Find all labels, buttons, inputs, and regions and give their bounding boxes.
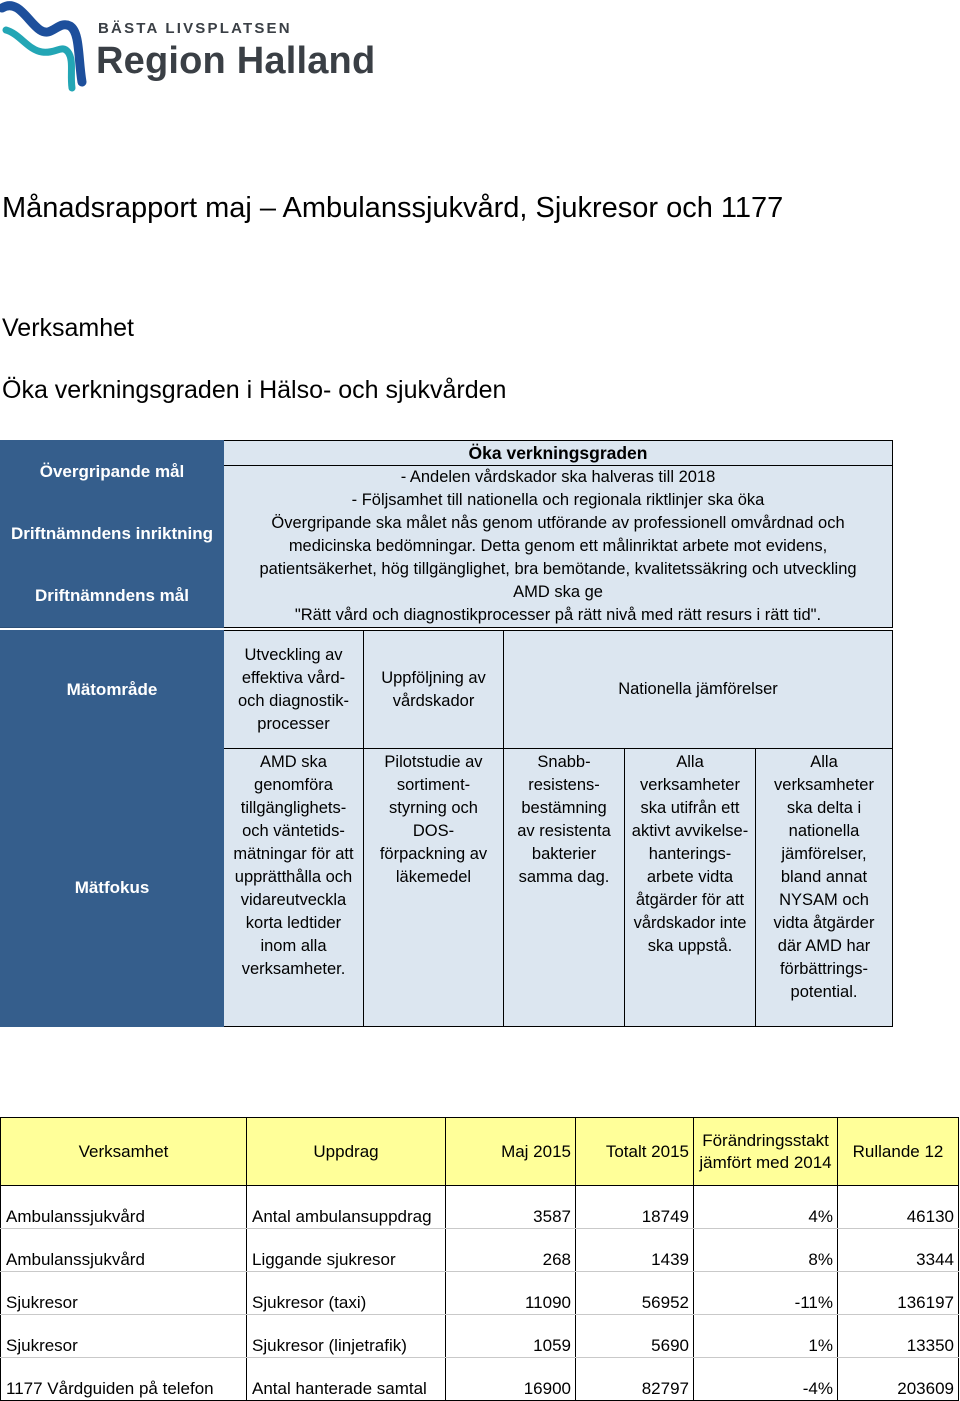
goal-line: - Följsamhet till nationella och regionala riktlinjer ska öka	[351, 491, 765, 509]
table-row	[1, 1186, 959, 1229]
text-line: Uppföljning av	[381, 668, 486, 687]
table-row	[1, 1272, 959, 1315]
table-cell: Antal ambulansuppdrag	[247, 1186, 446, 1229]
label-board-goal: Driftnämndens mål	[35, 586, 189, 605]
text-line: verksamheter	[640, 776, 740, 794]
table-cell: 5690	[576, 1315, 694, 1358]
text-line: DOS-	[412, 822, 455, 840]
table-cell: Liggande sjukresor	[247, 1229, 446, 1272]
table-cell: 136197	[838, 1272, 959, 1315]
text-line: åtgärder för att	[635, 891, 745, 909]
goal-labels	[1, 441, 224, 628]
text-line: Alla	[810, 753, 838, 771]
table-cell: -4%	[694, 1358, 838, 1401]
table-row	[1, 1315, 959, 1358]
text-line: förpackning av	[379, 845, 488, 863]
text-line: läkemedel	[395, 868, 472, 886]
table-cell: 82797	[576, 1358, 694, 1401]
text-line: mätningar för att	[233, 845, 354, 863]
table-row	[1, 1358, 959, 1401]
table-cell: Sjukresor (linjetrafik)	[247, 1315, 446, 1358]
measure-area-cell	[504, 631, 893, 749]
column-header: Förändringsstakt jämfört med 2014	[694, 1118, 838, 1186]
report-title: Månadsrapport maj – Ambulanssjukvård, Sjukresor och 1177	[2, 192, 784, 224]
goal-line: patientsäkerhet, hög tillgänglighet, bra bemötande, kvalitetssäkring och utveckling	[259, 560, 857, 578]
text-line: arbete vidta	[646, 868, 734, 886]
text-line: inom alla	[260, 937, 327, 955]
text-line: förbättrings-	[779, 960, 869, 978]
text-line: samma dag.	[518, 868, 610, 886]
section-title: Verksamhet	[2, 314, 135, 342]
text-line: aktivt avvikelse-	[631, 822, 749, 840]
text-line: effektiva vård-	[241, 668, 346, 687]
text-line: potential.	[790, 983, 858, 1001]
text-line: bestämning	[521, 799, 607, 817]
table-cell: 16900	[446, 1358, 576, 1401]
text-line: vidareutveckla	[240, 891, 347, 909]
text-line: genomföra	[254, 776, 333, 794]
table-cell: 268	[446, 1229, 576, 1272]
text-line: av resistenta	[517, 822, 611, 840]
text-line: sortiment-	[396, 776, 471, 794]
text-line: vårdskador inte	[633, 914, 747, 932]
label-measure-area: Mätområde	[1, 631, 224, 749]
table-cell: 3344	[838, 1229, 959, 1272]
table-cell: 1059	[446, 1315, 576, 1358]
label-measure-focus: Mätfokus	[1, 749, 224, 1027]
text-line: processer	[257, 714, 330, 733]
column-header: Totalt 2015	[576, 1118, 694, 1186]
text-line: där AMD har	[777, 937, 871, 955]
text-line: tillgänglighets-	[240, 799, 347, 817]
table-cell: 18749	[576, 1186, 694, 1229]
table-cell: 46130	[838, 1186, 959, 1229]
goal-heading: Öka verkningsgraden	[224, 441, 892, 466]
goal-matrix	[0, 440, 893, 1027]
text-line: bakterier	[531, 845, 597, 863]
measure-focus-cell	[364, 749, 504, 1027]
text-line: Pilotstudie av	[384, 753, 483, 771]
text-line: verksamheter	[774, 776, 874, 794]
goal-line: AMD ska ge	[513, 583, 603, 601]
table-cell: -11%	[694, 1272, 838, 1315]
table-cell: 3587	[446, 1186, 576, 1229]
measure-area-cell	[364, 631, 504, 749]
text-line: resistens-	[528, 776, 600, 794]
column-header: Rullande 12	[838, 1118, 959, 1186]
text-line: upprätthålla och	[234, 868, 353, 886]
logo-title: Region Halland	[96, 40, 376, 82]
text-line: vårdskador	[392, 691, 475, 710]
logo-mark-icon	[0, 0, 96, 95]
text-line: och diagnostik-	[238, 691, 349, 710]
table-cell: Sjukresor (taxi)	[247, 1272, 446, 1315]
text-line: jämförelser,	[781, 845, 867, 863]
column-header: Verksamhet	[1, 1118, 247, 1186]
text-line: Alla	[676, 753, 704, 771]
table-cell: 13350	[838, 1315, 959, 1358]
text-line: bland annat	[780, 868, 868, 886]
goal-description	[224, 441, 893, 628]
table-cell: 8%	[694, 1229, 838, 1272]
column-header: Maj 2015	[446, 1118, 576, 1186]
text-line: styrning och	[389, 799, 478, 817]
goal-line: medicinska bedömningar. Detta genom ett målinriktat arbete mot evidens,	[288, 537, 828, 555]
table-cell: 11090	[446, 1272, 576, 1315]
goal-line: - Andelen vårdskador ska halveras till 2018	[400, 468, 716, 486]
measure-area-cell	[224, 631, 364, 749]
table-cell: 4%	[694, 1186, 838, 1229]
text-line: korta ledtider	[245, 914, 342, 932]
subsection-title: Öka verkningsgraden i Hälso- och sjukvården	[2, 376, 507, 404]
measure-focus-cell	[756, 749, 893, 1027]
table-cell: Ambulanssjukvård	[1, 1186, 247, 1229]
measure-focus-cell	[224, 749, 364, 1027]
text-line: och väntetids-	[242, 822, 345, 840]
table-cell: 1%	[694, 1315, 838, 1358]
measure-focus-cell	[625, 749, 756, 1027]
text-line: Nationella jämförelser	[618, 680, 778, 698]
table-cell: 56952	[576, 1272, 694, 1315]
logo-supertitle: BÄSTA LIVSPLATSEN	[98, 20, 292, 37]
region-halland-logo	[0, 0, 400, 95]
column-header: Uppdrag	[247, 1118, 446, 1186]
text-line: Utveckling av	[244, 645, 343, 664]
text-line: ska uppstå.	[647, 937, 733, 955]
table-cell: 203609	[838, 1358, 959, 1401]
text-line: verksamheter.	[241, 960, 346, 978]
statistics-table	[0, 1117, 959, 1401]
text-line: NYSAM och	[779, 891, 869, 909]
text-line: ska utifrån ett	[640, 799, 740, 817]
text-line: ska delta i	[786, 799, 862, 817]
text-line: Snabb-	[537, 753, 591, 771]
text-line: AMD ska	[260, 753, 327, 771]
table-cell: 1177 Vårdguiden på telefon	[1, 1358, 247, 1401]
text-line: nationella	[788, 822, 860, 840]
label-overall-goal: Övergripande mål	[39, 462, 185, 481]
text-line: vidta åtgärder	[773, 914, 875, 932]
goal-line: "Rätt vård och diagnostikprocesser på rätt nivå med rätt resurs i rätt tid".	[294, 606, 822, 624]
table-cell: Sjukresor	[1, 1315, 247, 1358]
table-cell: Antal hanterade samtal	[247, 1358, 446, 1401]
table-cell: Sjukresor	[1, 1272, 247, 1315]
table-cell: 1439	[576, 1229, 694, 1272]
text-line: hanterings-	[648, 845, 732, 863]
table-row	[1, 1229, 959, 1272]
measure-focus-cell	[504, 749, 625, 1027]
goal-line: Övergripande ska målet nås genom utförande av professionell omvårdnad och	[271, 514, 845, 532]
label-board-direction: Driftnämndens inriktning	[10, 524, 214, 543]
table-cell: Ambulanssjukvård	[1, 1229, 247, 1272]
